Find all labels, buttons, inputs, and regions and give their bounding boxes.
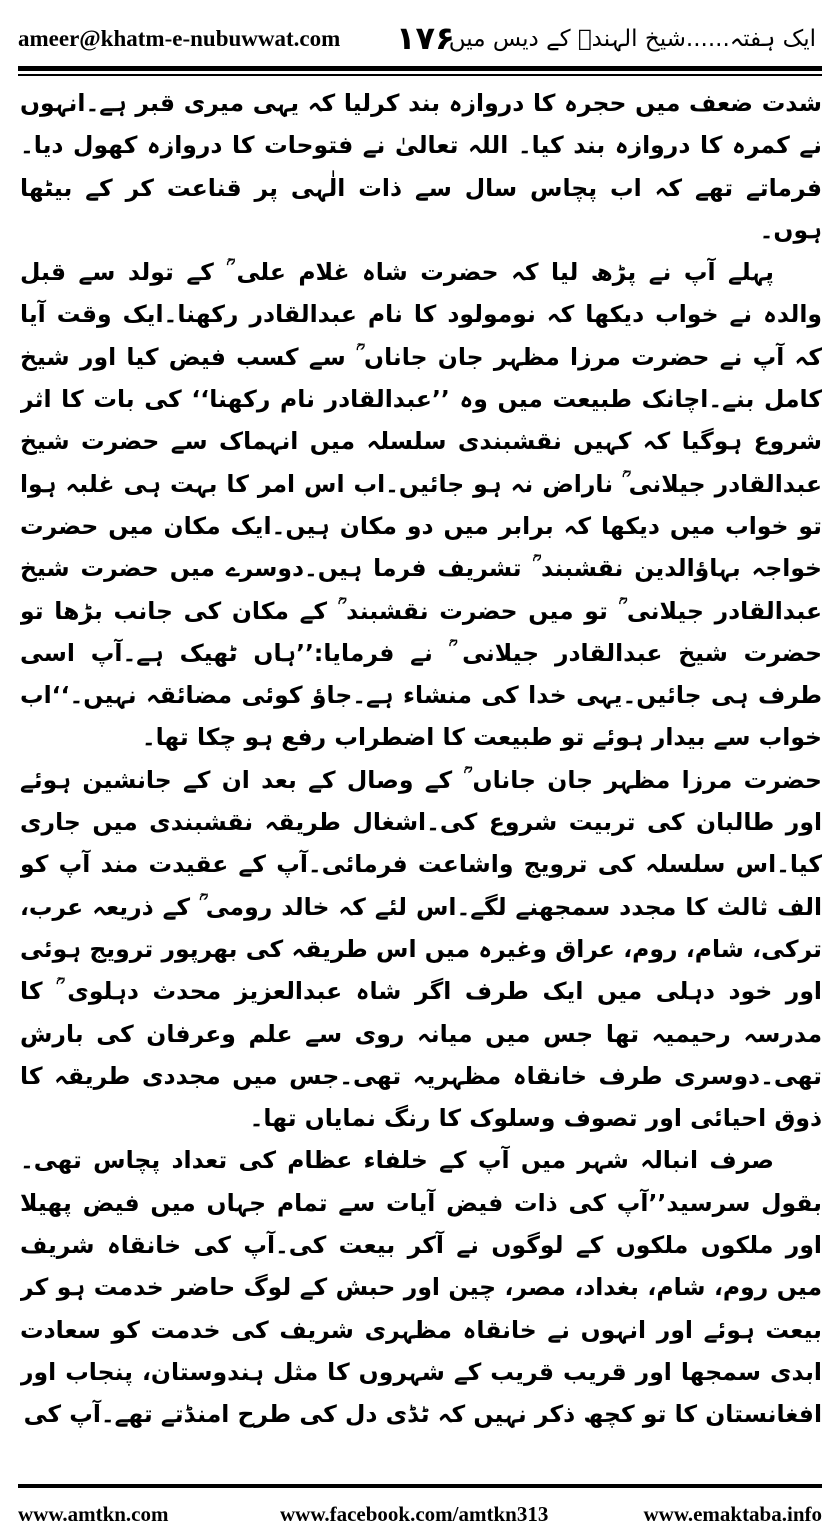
- header-rule-thin: [18, 74, 822, 76]
- page-footer: [18, 1500, 822, 1530]
- paragraph-3: حضرت مرزا مظہر جان جاناں ؒ کے وصال کے بعد ان کے جانشین ہوئے اور طالبان کی تربیت شروع کی۔اشغال طریقہ نقشبندی میں جاری کیا۔اس سلسلہ کی ترویج واشاعت فرمائی۔آپ کے عقیدت مند آپ کو الف ثالث کا مجدد سمجھنے لگے۔اس لئے کہ خالد رومی ؒ کے ذریعہ عرب، ترکی، شام، روم، عراق وغیرہ میں اس طریقہ کی بھرپور ترویج ہوئی اور خود دہلی میں ایک طرف اگر شاہ عبدالعزیز محدث دہلوی ؒ کا مدرسہ رحیمیہ تھا جس میں میانہ روی سے علم وعرفان کی بارش تھی۔دوسری طرف خانقاہ مظہریہ تھی۔جس میں مجددی طریقہ کا ذوق احیائی اور تصوف وسلوک کا رنگ نمایاں تھا۔: [20, 765, 822, 1133]
- article-body: [20, 82, 822, 1468]
- header-rule-thick: [18, 66, 822, 71]
- running-title: ایک ہفتہ......شیخ الہندؒ کے دیس میں: [448, 26, 816, 52]
- footer-link-facebook[interactable]: www.facebook.com/amtkn313: [280, 1502, 549, 1526]
- page-number: ۱۷۶: [396, 19, 455, 57]
- header-email[interactable]: ameer@khatm-e-nubuwwat.com: [18, 26, 341, 51]
- footer-link-amtkn[interactable]: www.amtkn.com: [18, 1502, 169, 1526]
- footer-link-emaktaba[interactable]: www.emaktaba.info: [643, 1502, 822, 1526]
- paragraph-4: صرف انبالہ شہر میں آپ کے خلفاء عظام کی تعداد پچاس تھی۔بقول سرسید’’آپ کی ذات فیض آیات سے تمام جہاں میں فیض پھیلا اور ملکوں ملکوں کے لوگوں نے آکر بیعت کی۔آپ کی خانقاہ شریف میں روم، شام، بغداد، مصر، چین اور حبش کے لوگ حاضر خدمت ہو کر بیعت ہوئے اور انہوں نے خانقاہ مظہری شریف کی خدمت کو سعادت ابدی سمجھا اور قریب قریب کے شہروں کا مثل ہندوستان، پنجاب اور افغانستان کا تو کچھ ذکر نہیں کہ ٹڈی دل کی طرح امنڈتے تھے۔آپ کی: [20, 1146, 822, 1429]
- page-header: [18, 18, 822, 62]
- paragraph-1: شدت ضعف میں حجرہ کا دروازہ بند کرلیا کہ یہی میری قبر ہے۔انہوں نے کمرہ کا دروازہ بند کیا۔ اللہ تعالیٰ نے فتوحات کا دروازہ کھول دیا۔فرماتے تھے کہ اب پچاس سال سے ذات الٰہی پر قناعت کر کے بیٹھا ہوں۔: [20, 89, 822, 244]
- paragraph-2: پہلے آپ نے پڑھ لیا کہ حضرت شاہ غلام علی ؒ کے تولد سے قبل والدہ نے خواب دیکھا کہ نومولود کا نام عبدالقادر رکھنا۔ایک وقت آیا کہ آپ نے حضرت مرزا مظہر جان جاناں ؒ سے کسب فیض کیا اور شیخ کامل بنے۔اچانک طبیعت میں وہ ’’عبدالقادر نام رکھنا‘‘ کی بات کا اثر شروع ہوگیا کہ کہیں نقشبندی سلسلہ میں انہماک سے حضرت شیخ عبدالقادر جیلانی ؒ ناراض نہ ہو جائیں۔اب اس امر کا بہت ہی غلبہ ہوا تو خواب میں دیکھا کہ برابر میں دو مکان ہیں۔ایک مکان میں حضرت خواجہ بہاؤالدین نقشبند ؒ تشریف فرما ہیں۔دوسرے میں حضرت شیخ عبدالقادر جیلانی ؒ تو میں حضرت نقشبند ؒ کے مکان کی جانب بڑھا تو حضرت شیخ عبدالقادر جیلانی ؒ نے فرمایا:’’ہاں ٹھیک ہے۔آپ اسی طرف ہی جائیں۔یہی خدا کی منشاء ہے۔جاؤ کوئی مضائقہ نہیں۔‘‘اب خواب سے بیدار ہوئے تو طبیعت کا اضطراب رفع ہو چکا تھا۔: [20, 258, 822, 752]
- footer-rule: [18, 1484, 822, 1488]
